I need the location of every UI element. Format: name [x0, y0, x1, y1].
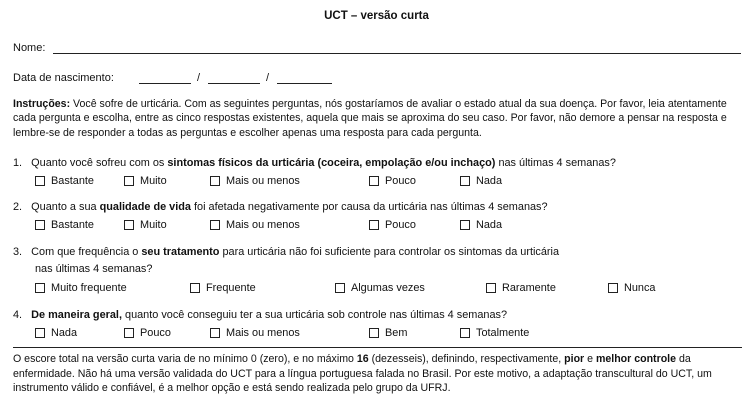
checkbox[interactable]	[608, 283, 618, 293]
q2-option-muito[interactable]	[124, 219, 167, 231]
instructions	[13, 97, 745, 140]
option-label: Nada	[476, 219, 503, 231]
checkbox[interactable]	[335, 283, 345, 293]
q1-option-mais-ou-menos[interactable]	[210, 175, 300, 187]
name-label: Nome:	[13, 42, 46, 54]
option-label: Mais ou menos	[226, 175, 300, 187]
birthdate-month-field[interactable]	[208, 83, 260, 84]
birthdate-day-field[interactable]	[139, 83, 191, 84]
option-label: Muito	[140, 219, 167, 231]
instructions-text: Você sofre de urticária. Com as seguintes perguntas, nós gostaríamos de avaliar o estado atual da sua doença. Por favor, leia atentamente cada pergunta e escolha, entre as cinco respostas existentes, aquela que mais se aproxima do seu caso. Por favor, não demore a pensar na resposta e lembre-se de responder a todas as perguntas e escolher apenas uma resposta para cada pergunta.	[13, 98, 727, 139]
q3-option-frequente[interactable]	[190, 282, 256, 294]
option-label: Pouco	[385, 175, 416, 187]
question-number: 1.	[13, 157, 23, 169]
option-label: Frequente	[206, 282, 256, 294]
option-label: Bastante	[51, 175, 94, 187]
question-text: quanto você conseguiu ter a sua urticária sob controle nas últimas 4 semanas?	[121, 309, 508, 321]
date-separator: /	[197, 72, 201, 84]
question-3-line-2: nas últimas 4 semanas?	[35, 263, 153, 275]
checkbox[interactable]	[124, 328, 134, 338]
footer-emphasis: pior	[564, 353, 585, 365]
footer-text: (dezesseis), definindo, respectivamente,	[368, 353, 565, 365]
question-2	[13, 201, 548, 213]
option-label: Pouco	[140, 327, 171, 339]
checkbox[interactable]	[35, 328, 45, 338]
checkbox[interactable]	[369, 220, 379, 230]
question-number: 4.	[13, 309, 23, 321]
question-1	[13, 157, 616, 169]
checkbox[interactable]	[460, 220, 470, 230]
checkbox[interactable]	[35, 283, 45, 293]
checkbox[interactable]	[210, 328, 220, 338]
footer-text: O escore total na versão curta varia de no mínimo 0 (zero), e no máximo	[13, 353, 357, 365]
checkbox[interactable]	[460, 328, 470, 338]
option-label: Nunca	[624, 282, 656, 294]
question-emphasis: seu tratamento	[141, 246, 220, 258]
option-label: Nada	[476, 175, 503, 187]
option-label: Muito	[140, 175, 167, 187]
q4-option-totalmente[interactable]	[460, 327, 529, 339]
checkbox[interactable]	[460, 176, 470, 186]
question-emphasis: sintomas físicos da urticária (coceira, empolação e/ou inchaço)	[167, 157, 496, 169]
instructions-lead: Instruções:	[13, 98, 71, 110]
checkbox[interactable]	[486, 283, 496, 293]
option-label: Mais ou menos	[226, 219, 300, 231]
q4-option-nada[interactable]	[35, 327, 77, 339]
question-number: 2.	[13, 201, 23, 213]
q4-option-pouco[interactable]	[124, 327, 171, 339]
footer-text: e	[584, 353, 596, 365]
q3-option-algumas-vezes[interactable]	[335, 282, 425, 294]
q2-option-mais-ou-menos[interactable]	[210, 219, 300, 231]
checkbox[interactable]	[369, 328, 379, 338]
date-separator: /	[266, 72, 270, 84]
footer-note	[13, 352, 745, 396]
option-label: Pouco	[385, 219, 416, 231]
checkbox[interactable]	[369, 176, 379, 186]
q1-option-muito[interactable]	[124, 175, 167, 187]
option-label: Bem	[385, 327, 408, 339]
question-text: Quanto você sofreu com os	[31, 157, 168, 169]
checkbox[interactable]	[124, 220, 134, 230]
question-emphasis: qualidade de vida	[99, 201, 191, 213]
checkbox[interactable]	[35, 176, 45, 186]
option-label: Mais ou menos	[226, 327, 300, 339]
q3-option-raramente[interactable]	[486, 282, 556, 294]
option-label: Raramente	[502, 282, 556, 294]
q3-option-muito-frequente[interactable]	[35, 282, 127, 294]
section-divider	[13, 347, 742, 348]
birthdate-year-field[interactable]	[277, 83, 332, 84]
question-text: nas últimas 4 semanas?	[495, 157, 616, 169]
option-label: Algumas vezes	[351, 282, 425, 294]
question-3	[13, 246, 559, 258]
q2-option-nada[interactable]	[460, 219, 502, 231]
checkbox[interactable]	[124, 176, 134, 186]
checkbox[interactable]	[190, 283, 200, 293]
checkbox[interactable]	[210, 220, 220, 230]
option-label: Totalmente	[476, 327, 530, 339]
footer-text: da enfermidade. Não há uma versão validada do UCT para a língua portuguesa falada no Brasil. Por este motivo, a adaptação transcultural do UCT, um instrumento válido e confiável, é a melhor opção e está sendo realizada pelo grupo da UFRJ.	[13, 353, 712, 394]
question-number: 3.	[13, 246, 23, 258]
question-text: para urticária não foi suficiente para controlar os sintomas da urticária	[219, 246, 560, 258]
question-emphasis: De maneira geral,	[31, 309, 122, 321]
q2-option-pouco[interactable]	[369, 219, 416, 231]
q4-option-bem[interactable]	[369, 327, 407, 339]
option-label: Bastante	[51, 219, 94, 231]
q1-option-bastante[interactable]	[35, 175, 94, 187]
q2-option-bastante[interactable]	[35, 219, 94, 231]
name-field[interactable]	[53, 53, 741, 54]
q1-option-nada[interactable]	[460, 175, 502, 187]
question-text: Com que frequência o	[31, 246, 142, 258]
footer-emphasis: 16	[356, 353, 369, 365]
q3-option-nunca[interactable]	[608, 282, 655, 294]
q1-option-pouco[interactable]	[369, 175, 416, 187]
footer-emphasis: melhor controle	[595, 353, 677, 365]
page-title: UCT – versão curta	[324, 10, 429, 22]
q4-option-mais-ou-menos[interactable]	[210, 327, 300, 339]
question-text: foi afetada negativamente por causa da urticária nas últimas 4 semanas?	[190, 201, 548, 213]
option-label: Muito frequente	[51, 282, 127, 294]
option-label: Nada	[51, 327, 78, 339]
birthdate-label: Data de nascimento:	[13, 72, 114, 84]
checkbox[interactable]	[35, 220, 45, 230]
question-4	[13, 309, 507, 321]
question-text: Quanto a sua	[31, 201, 100, 213]
checkbox[interactable]	[210, 176, 220, 186]
